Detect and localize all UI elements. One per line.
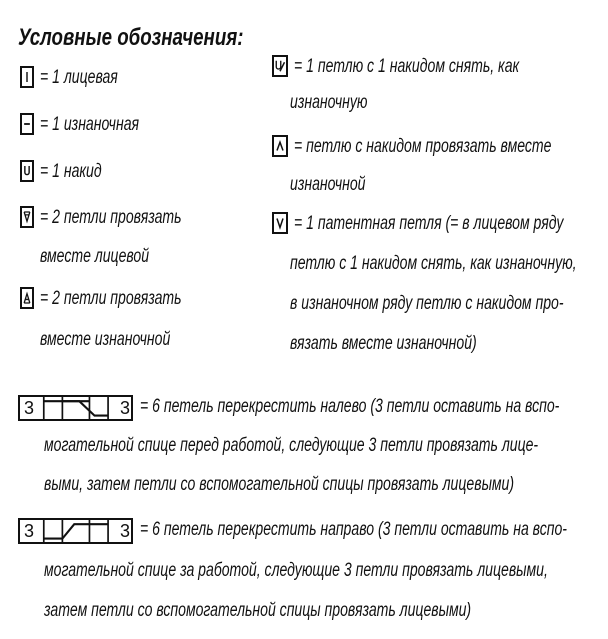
cable-count-right: 3	[120, 398, 131, 418]
cable-count-left: 3	[24, 398, 35, 418]
legend-text: в изнаночном ряду петлю с накидом про-	[290, 293, 564, 314]
knit-symbol-icon	[20, 66, 34, 88]
legend-text: могательной спице за работой, следующие 3 петли провязать лицевыми,	[44, 560, 548, 581]
legend-text: изнаночную	[290, 92, 368, 113]
slip-with-yarn-over-symbol-icon	[272, 55, 288, 77]
cable-left-symbol-icon	[18, 395, 133, 421]
yarn-over-symbol-icon	[20, 160, 34, 182]
legend-text: = 2 петли провязать	[40, 288, 182, 309]
legend-text: затем петли со вспомогательной спицы провязать лицевыми)	[44, 600, 472, 621]
legend-text: вместе лицевой	[40, 246, 150, 267]
legend-text: вязать вместе изнаночной)	[290, 333, 477, 354]
legend-text: петлю с 1 накидом снять, как изнаночную,	[290, 253, 577, 274]
purl-symbol-icon	[20, 113, 34, 135]
purl-two-together-symbol-icon	[20, 287, 34, 309]
patent-stitch-symbol-icon	[272, 212, 288, 234]
legend-text: изнаночной	[290, 174, 366, 195]
knit-two-together-symbol-icon	[20, 206, 34, 228]
legend-text: = 6 петель перекрестить налево (3 петли оставить на вспо-	[140, 396, 560, 417]
legend-text: выми, затем петли со вспомогательной спицы провязать лицевыми)	[44, 474, 515, 495]
legend-text: = 1 изнаночная	[40, 114, 140, 135]
legend-text: = 1 лицевая	[40, 67, 118, 88]
legend-text: могательной спице перед работой, следующие 3 петли провязать лице-	[44, 435, 539, 456]
legend-text: = 1 накид	[40, 161, 102, 182]
cable-right-symbol-icon	[18, 518, 133, 544]
cable-count-left: 3	[24, 521, 35, 541]
legend-title: Условные обозначения:	[18, 24, 244, 51]
legend-text: = 1 петлю с 1 накидом снять, как	[294, 56, 520, 77]
legend-text: = петлю с накидом провязать вместе	[294, 136, 552, 157]
purl-with-yarn-over-symbol-icon	[272, 135, 288, 157]
legend-text: = 2 петли провязать	[40, 207, 182, 228]
legend-text: вместе изнаночной	[40, 329, 171, 350]
cable-count-right: 3	[120, 521, 131, 541]
legend-text: = 1 патентная петля (= в лицевом ряду	[294, 213, 564, 234]
legend-text: = 6 петель перекрестить направо (3 петли оставить на вспо-	[140, 519, 567, 540]
